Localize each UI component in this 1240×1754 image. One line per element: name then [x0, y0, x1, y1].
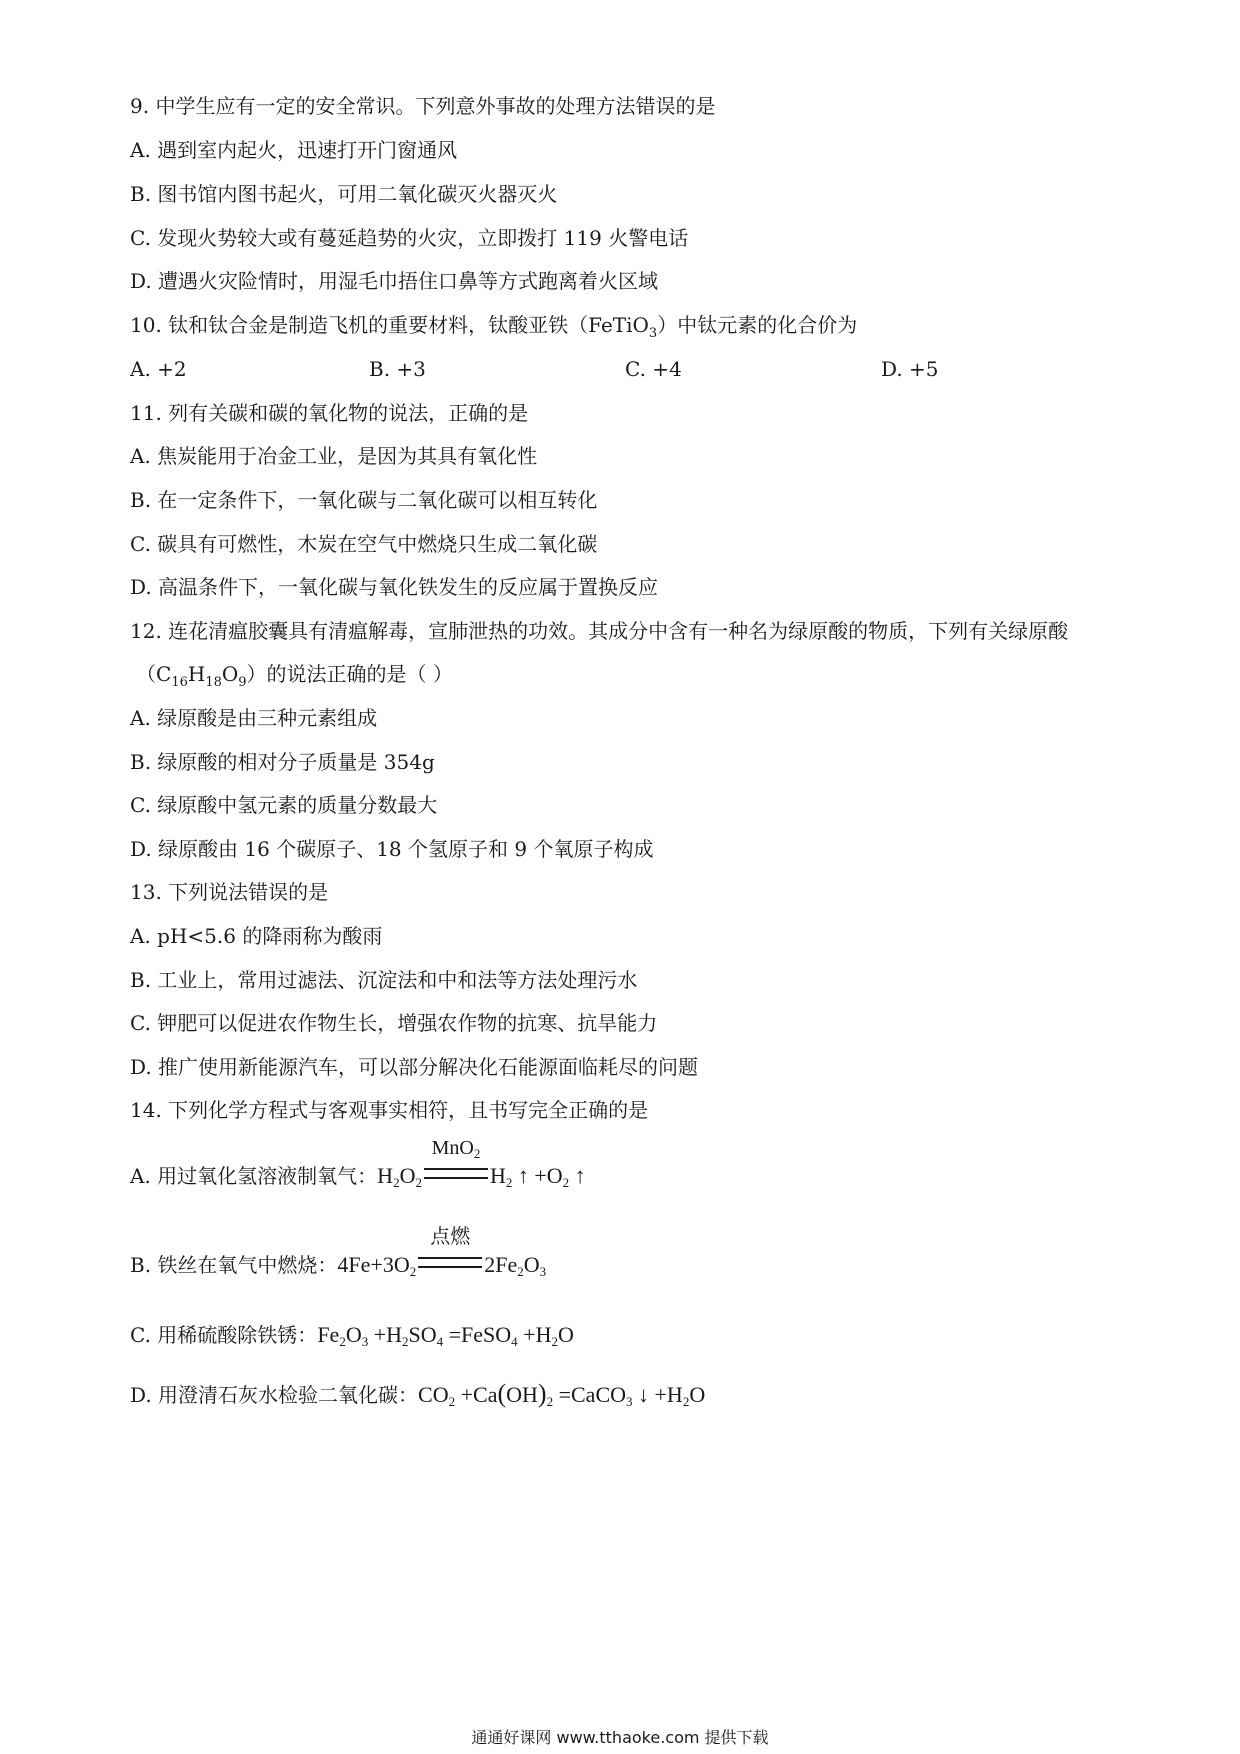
q14-option-a: A. 用过氧化氢溶液制氧气：$H_2O_2$ MnO$_2$ $H_2$ ↑ $+O_2$ ↑ [130, 1137, 586, 1190]
q13-option-c: C. 钾肥可以促进农作物生长，增强农作物的抗寒、抗旱能力 [130, 1011, 658, 1035]
q11-stem: 11. 列有关碳和碳的氧化物的说法，正确的是 [130, 401, 529, 425]
q14-stem: 14. 下列化学方程式与客观事实相符，且书写完全正确的是 [130, 1098, 649, 1122]
q9-option-b: B. 图书馆内图书起火，可用二氧化碳灭火器灭火 [130, 182, 558, 206]
q14-d-equation: $CO_2 +Ca(OH)_2$ =CaCO$_3$ ↓ $+H_2O$ [418, 1379, 706, 1409]
q13-option-a: A. pH<5.6 的降雨称为酸雨 [130, 924, 383, 948]
q14-option-b: B. 铁丝在氧气中燃烧：$4Fe+3O_2$ 点燃 $2Fe_2O_3$ [130, 1226, 547, 1279]
q10-option-c: C. +4 [625, 357, 682, 381]
q13-option-d: D. 推广使用新能源汽车，可以部分解决化石能源面临耗尽的问题 [130, 1055, 699, 1079]
q11-option-b: B. 在一定条件下，一氧化碳与二氧化碳可以相互转化 [130, 488, 598, 512]
footer-watermark: 通通好课网 www.tthaoke.com 提供下载 [471, 1728, 769, 1747]
q11-option-c: C. 碳具有可燃性，木炭在空气中燃烧只生成二氧化碳 [130, 532, 598, 556]
q11-option-d: D. 高温条件下，一氧化碳与氧化铁发生的反应属于置换反应 [130, 575, 659, 599]
q12-option-a: A. 绿原酸是由三种元素组成 [130, 706, 378, 730]
q13-stem: 13. 下列说法错误的是 [130, 880, 329, 904]
q12-stem-line1: 12. 连花清瘟胶囊具有清瘟解毒，宣肺泄热的功效。其成分中含有一种名为绿原酸的物质，下列有关绿原酸 [130, 619, 1069, 643]
q13-option-b: B. 工业上，常用过滤法、沉淀法和中和法等方法处理污水 [130, 968, 638, 992]
q14-b-equation: $4Fe+3O_2$ 点燃 $2Fe_2O_3$ [337, 1226, 547, 1279]
q14-a-condition: MnO$_2$ [424, 1162, 488, 1190]
q10-stem: 10. 钛和钛合金是制造飞机的重要材料，钛酸亚铁（FeTiO$_3$）中钛元素的化合价为 [130, 313, 858, 341]
q12-stem-line2: $(C_{16}H_{18}O_9)$的说法正确的是（ ） [136, 662, 453, 690]
q12-option-d: D. 绿原酸由 16 个碳原子、18 个氢原子和 9 个氧原子构成 [130, 837, 654, 861]
q14-a-equation: $H_2O_2$ MnO$_2$ $H_2$ ↑ $+O_2$ ↑ [377, 1137, 586, 1190]
q12-option-c: C. 绿原酸中氢元素的质量分数最大 [130, 793, 438, 817]
q9-stem: 9. 中学生应有一定的安全常识。下列意外事故的处理方法错误的是 [130, 94, 716, 118]
q9-option-c: C. 发现火势较大或有蔓延趋势的火灾，立即拨打 119 火警电话 [130, 226, 689, 250]
q12-option-b: B. 绿原酸的相对分子质量是 354g [130, 750, 435, 774]
q10-option-d: D. +5 [881, 357, 939, 381]
q9-option-a: A. 遇到室内起火，迅速打开门窗通风 [130, 138, 458, 162]
q14-option-c: C. 用稀硫酸除铁锈：$Fe_2O_3 +H_2SO_4$ =FeSO$_4$ $+H_2O$ [130, 1322, 574, 1349]
q10-option-b: B. +3 [369, 357, 426, 381]
q10-option-a: A. +2 [130, 357, 187, 381]
q11-option-a: A. 焦炭能用于冶金工业，是因为其具有氧化性 [130, 444, 538, 468]
q9-option-d: D. 遭遇火灾险情时，用湿毛巾捂住口鼻等方式跑离着火区域 [130, 269, 659, 293]
q14-option-d: D. 用澄清石灰水检验二氧化碳：$CO_2 +Ca(OH)_2$ =CaCO$_3$ ↓ $+H_2O$ [130, 1379, 706, 1409]
q14-c-equation: $Fe_2O_3 +H_2SO_4$ =FeSO$_4$ $+H_2O$ [317, 1322, 574, 1349]
q14-b-condition: 点燃 [418, 1251, 482, 1279]
